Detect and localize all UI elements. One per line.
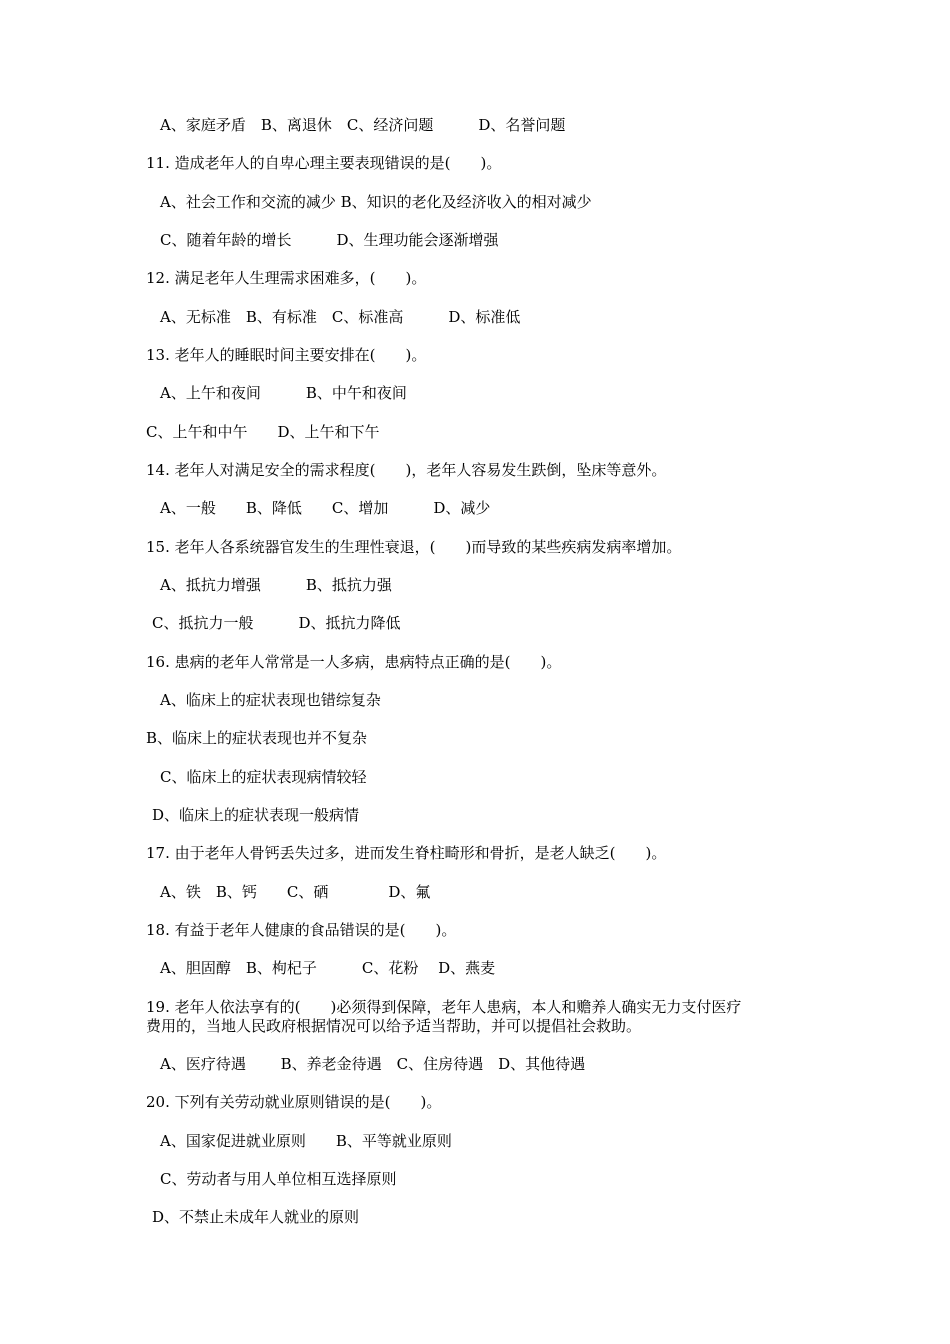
question-11: 11. 造成老年人的自卑心理主要表现错误的是( )。 (146, 154, 502, 172)
question-12: 12. 满足老年人生理需求困难多，( )。 (146, 269, 427, 287)
question-18: 18. 有益于老年人健康的食品错误的是( )。 (146, 921, 457, 939)
question-14: 14. 老年人对满足安全的需求程度( )，老年人容易发生跌倒，坠床等意外。 (146, 461, 667, 479)
option-line: A、胆固醇 B、枸杞子 C、花粉 D、燕麦 (160, 959, 496, 977)
option-line: C、随着年龄的增长 D、生理功能会逐渐增强 (160, 231, 499, 249)
option-line: D、临床上的症状表现一般病情 (152, 806, 360, 824)
option-line: A、无标准 B、有标准 C、标准高 D、标准低 (160, 308, 521, 326)
option-line: A、国家促进就业原则 B、平等就业原则 (160, 1132, 452, 1150)
option-line: C、上午和中午 D、上午和下午 (146, 423, 380, 441)
option-line: A、临床上的症状表现也错综复杂 (160, 691, 381, 709)
option-line: A、抵抗力增强 B、抵抗力强 (160, 576, 392, 594)
option-line: A、家庭矛盾 B、离退休 C、经济问题 D、名誉问题 (160, 116, 566, 134)
option-line: C、抵抗力一般 D、抵抗力降低 (152, 614, 401, 632)
question-16: 16. 患病的老年人常常是一人多病，患病特点正确的是( )。 (146, 653, 562, 671)
option-line: D、不禁止未成年人就业的原则 (152, 1208, 360, 1226)
option-line: B、临床上的症状表现也并不复杂 (146, 729, 368, 747)
option-line: A、一般 B、降低 C、增加 D、减少 (160, 499, 491, 517)
question-20: 20. 下列有关劳动就业原则错误的是( )。 (146, 1093, 442, 1111)
option-line: A、上午和夜间 B、中午和夜间 (160, 384, 407, 402)
question-19: 19. 老年人依法享有的( )必须得到保障，老年人患病，本人和赡养人确实无力支付医疗 (146, 998, 742, 1016)
question-19-continued: 费用的，当地人民政府根据情况可以给予适当帮助，并可以提倡社会救助。 (146, 1017, 642, 1035)
question-13: 13. 老年人的睡眠时间主要安排在( )。 (146, 346, 427, 364)
question-15: 15. 老年人各系统器官发生的生理性衰退，( )而导致的某些疾病发病率增加。 (146, 538, 682, 556)
option-line: A、铁 B、钙 C、硒 D、氟 (160, 883, 431, 901)
option-line: A、社会工作和交流的减少 B、知识的老化及经济收入的相对减少 (160, 193, 592, 211)
option-line: C、临床上的症状表现病情较轻 (160, 768, 367, 786)
option-line: C、劳动者与用人单位相互选择原则 (160, 1170, 397, 1188)
option-line: A、医疗待遇 B、养老金待遇 C、住房待遇 D、其他待遇 (160, 1055, 586, 1073)
question-17: 17. 由于老年人骨钙丢失过多，进而发生脊柱畸形和骨折，是老人缺乏( )。 (146, 844, 667, 862)
